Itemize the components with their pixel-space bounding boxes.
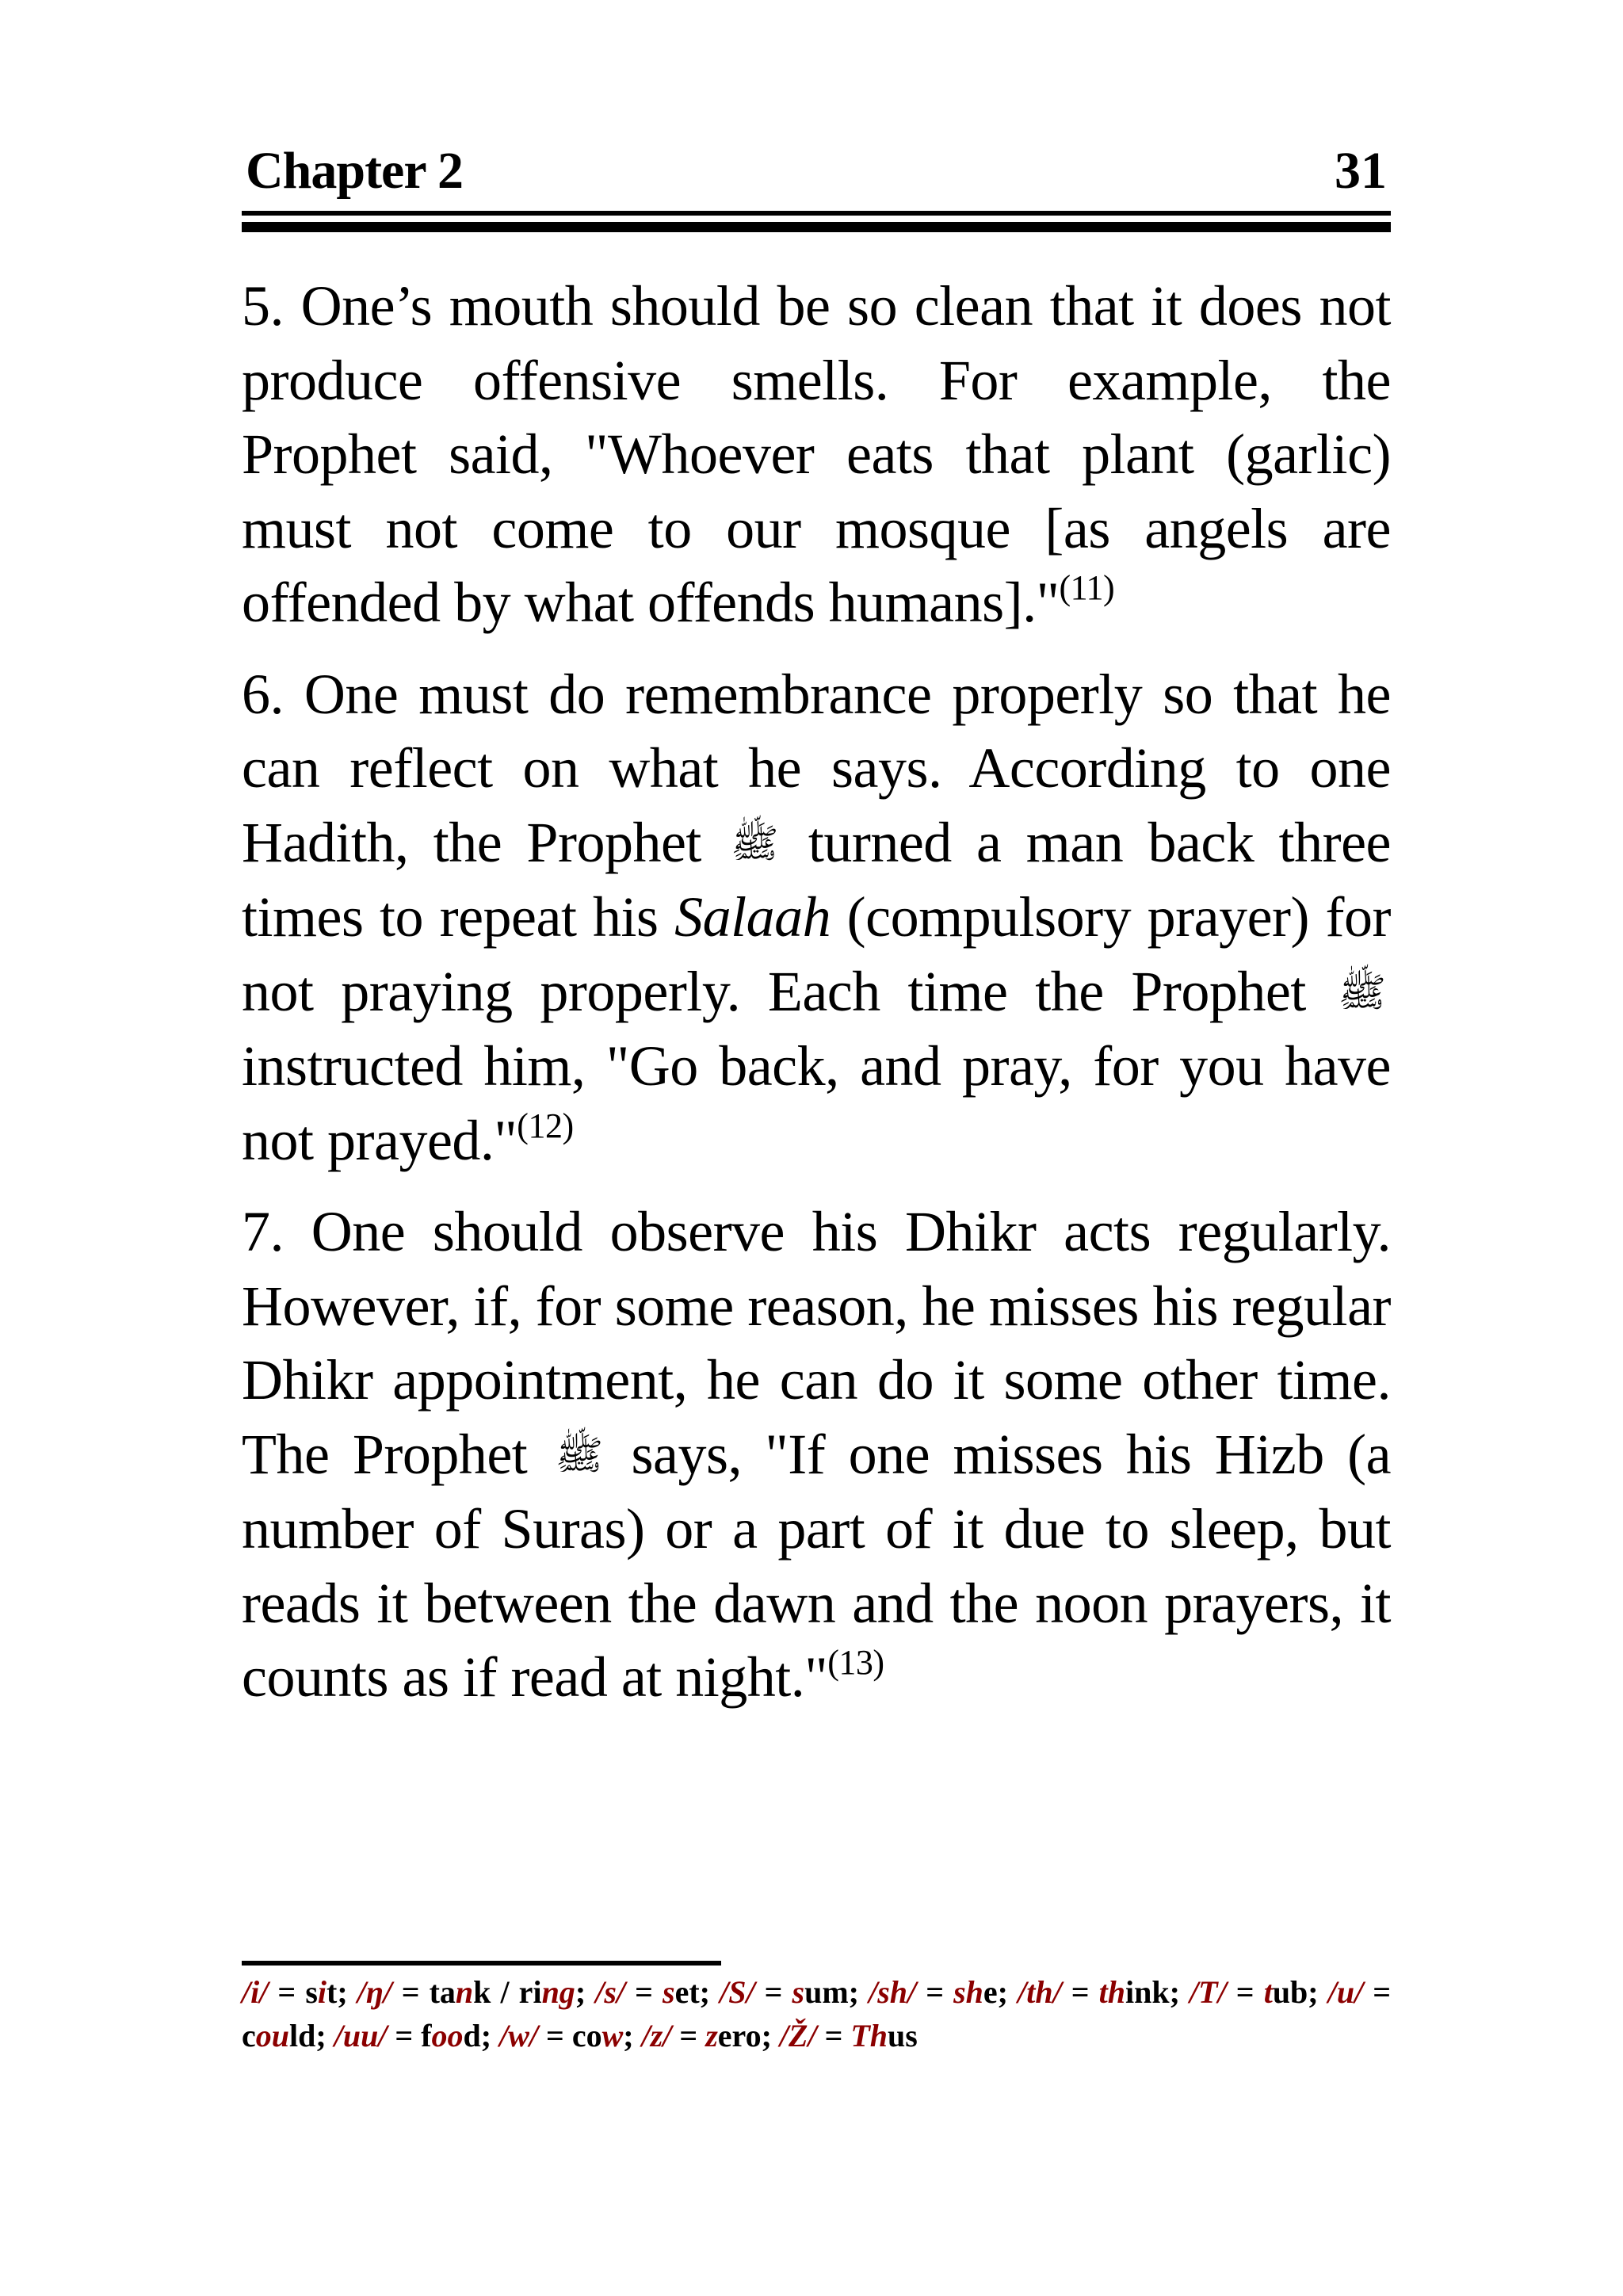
pbuh-icon: ﷺ [555,1432,604,1477]
key-entry: /s/ = set; [595,1974,710,2010]
key-entry: /ŋ/ = tank / ring; [357,1974,586,2010]
page-number: 31 [1335,142,1387,200]
salaah-term: Salaah [674,885,831,949]
pbuh-icon: ﷺ [1338,969,1387,1014]
paragraph-6 [242,658,1391,1179]
paragraph-6-text-3: (compulsory prayer) for not praying properly. Each time the Prophet [242,885,1392,1023]
pbuh-icon: ﷺ [731,820,779,865]
footnote-ref-13: (13) [827,1643,884,1682]
key-entry: /u/ = could; [242,1974,1392,2053]
header-rule-thin [242,211,1391,216]
pronunciation-key [242,1970,1391,2057]
main-text [242,269,1391,1733]
paragraph-7-text-2: says, "If one misses his Hizb (a number of Suras) or a part of it due to sleep, but reads it between the dawn and the noon prayers, it counts as if read at night." [242,1422,1392,1709]
key-entry: /th/ = think; [1018,1974,1180,2010]
paragraph-5 [242,269,1391,640]
footnote-ref-11: (11) [1059,568,1115,607]
paragraph-6-text-4: instructed him, "Go back, and pray, for you have not prayed." [242,1034,1391,1172]
paragraph-5-text: 5. One’s mouth should be so clean that it does not produce offensive smells. For example, the Prophet said, "Whoever eats that plant (garlic) must not come to our mosque [as angels are offended by what offends humans]." [242,274,1391,634]
key-entry: /uu/ = food; [334,2018,492,2053]
chapter-title: Chapter 2 [246,142,463,200]
key-entry: /w/ = cow; [499,2018,634,2053]
paragraph-7-text-1: 7. One should observe his Dhikr acts regularly. However, if, for some reason, he misses his regular Dhikr appointment, he can do it some other time. The Prophet [242,1200,1391,1486]
key-entry: /T/ = tub; [1190,1974,1319,2010]
key-entry: /S/ = sum; [720,1974,859,2010]
paragraph-6-text-1: 6. One must do remembrance properly so that he can reflect on what he says. According to one Hadith, the Prophet [242,662,1391,874]
footnote-ref-12: (12) [517,1106,574,1145]
key-entry: /i/ = sit; [242,1974,348,2010]
paragraph-6-text-2: turned a man back three times to repeat his [242,810,1392,949]
key-entry: /Ž/ = Thus [779,2018,918,2053]
key-entry: /sh/ = she; [869,1974,1008,2010]
footnote-rule [242,1961,721,1966]
header-rule-thick [242,222,1391,232]
key-entry: /z/ = zero; [641,2018,772,2053]
paragraph-7 [242,1195,1391,1715]
running-header [242,141,1391,204]
